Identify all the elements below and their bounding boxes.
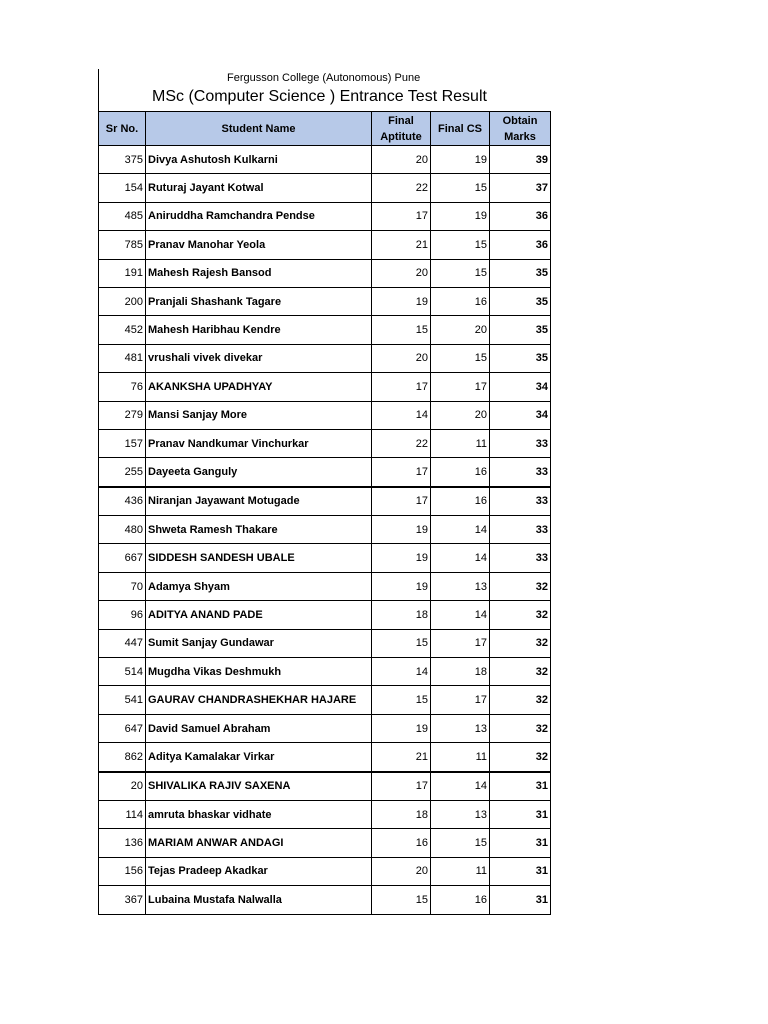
table-row [99,658,551,686]
cell-final-aptitude: 17 [372,458,431,487]
cell-sr-no: 96 [99,601,146,629]
cell-sr-no: 436 [99,487,146,516]
cell-final-aptitude: 15 [372,686,431,714]
table-row [99,686,551,714]
cell-obtain-marks: 33 [490,516,551,544]
cell-sr-no: 70 [99,572,146,600]
cell-student-name: Mahesh Haribhau Kendre [146,316,372,344]
cell-sr-no: 279 [99,401,146,429]
page-title: MSc (Computer Science ) Entrance Test Result [152,88,487,105]
cell-obtain-marks: 32 [490,629,551,657]
cell-final-aptitude: 22 [372,429,431,457]
cell-obtain-marks: 32 [490,743,551,772]
cell-obtain-marks: 35 [490,344,551,372]
cell-obtain-marks: 32 [490,658,551,686]
cell-student-name: vrushali vivek divekar [146,344,372,372]
cell-student-name: Mahesh Rajesh Bansod [146,259,372,287]
table-row [99,857,551,885]
cell-student-name: GAURAV CHANDRASHEKHAR HAJARE [146,686,372,714]
cell-final-cs: 15 [431,829,490,857]
cell-final-cs: 13 [431,800,490,828]
cell-final-cs: 14 [431,516,490,544]
cell-final-cs: 15 [431,231,490,259]
header-row [99,112,551,146]
cell-student-name: Mugdha Vikas Deshmukh [146,658,372,686]
cell-obtain-marks: 35 [490,316,551,344]
cell-final-aptitude: 16 [372,829,431,857]
column-header-marks: Obtain Marks [490,112,551,146]
cell-student-name: Mansi Sanjay More [146,401,372,429]
cell-final-cs: 13 [431,572,490,600]
table-row [99,429,551,457]
cell-sr-no: 255 [99,458,146,487]
cell-sr-no: 200 [99,287,146,315]
cell-obtain-marks: 32 [490,714,551,742]
cell-sr-no: 375 [99,146,146,174]
cell-sr-no: 156 [99,857,146,885]
cell-final-aptitude: 17 [372,772,431,801]
cell-obtain-marks: 36 [490,231,551,259]
cell-obtain-marks: 33 [490,544,551,572]
cell-obtain-marks: 31 [490,829,551,857]
cell-obtain-marks: 31 [490,772,551,801]
cell-final-cs: 16 [431,287,490,315]
table-row [99,146,551,174]
cell-student-name: Divya Ashutosh Kulkarni [146,146,372,174]
cell-final-cs: 11 [431,429,490,457]
cell-sr-no: 647 [99,714,146,742]
cell-sr-no: 541 [99,686,146,714]
cell-sr-no: 667 [99,544,146,572]
cell-final-aptitude: 20 [372,857,431,885]
cell-final-aptitude: 19 [372,516,431,544]
cell-student-name: Pranav Nandkumar Vinchurkar [146,429,372,457]
table-row [99,772,551,801]
cell-sr-no: 785 [99,231,146,259]
cell-final-aptitude: 17 [372,202,431,230]
cell-sr-no: 480 [99,516,146,544]
cell-sr-no: 154 [99,174,146,202]
cell-sr-no: 447 [99,629,146,657]
cell-obtain-marks: 39 [490,146,551,174]
cell-final-cs: 16 [431,886,490,914]
cell-sr-no: 514 [99,658,146,686]
cell-final-aptitude: 15 [372,886,431,914]
table-row [99,202,551,230]
cell-sr-no: 862 [99,743,146,772]
cell-student-name: Aniruddha Ramchandra Pendse [146,202,372,230]
cell-obtain-marks: 34 [490,373,551,401]
cell-final-aptitude: 22 [372,174,431,202]
cell-student-name: David Samuel Abraham [146,714,372,742]
cell-obtain-marks: 36 [490,202,551,230]
cell-final-cs: 17 [431,686,490,714]
results-table [98,111,551,915]
cell-final-aptitude: 14 [372,658,431,686]
cell-student-name: Adamya Shyam [146,572,372,600]
cell-student-name: ADITYA ANAND PADE [146,601,372,629]
cell-final-cs: 11 [431,743,490,772]
cell-final-aptitude: 15 [372,629,431,657]
table-row [99,714,551,742]
column-header-aptitude: Final Aptitute [372,112,431,146]
cell-final-cs: 19 [431,146,490,174]
cell-final-cs: 16 [431,487,490,516]
table-row [99,572,551,600]
cell-final-aptitude: 21 [372,231,431,259]
cell-sr-no: 485 [99,202,146,230]
cell-final-cs: 14 [431,772,490,801]
cell-final-cs: 15 [431,174,490,202]
cell-final-aptitude: 19 [372,287,431,315]
cell-student-name: Tejas Pradeep Akadkar [146,857,372,885]
table-row [99,458,551,487]
cell-obtain-marks: 31 [490,857,551,885]
cell-final-aptitude: 20 [372,259,431,287]
cell-student-name: Dayeeta Ganguly [146,458,372,487]
cell-sr-no: 191 [99,259,146,287]
cell-final-cs: 16 [431,458,490,487]
column-header-cs: Final CS [431,112,490,146]
cell-final-cs: 20 [431,316,490,344]
cell-student-name: MARIAM ANWAR ANDAGI [146,829,372,857]
cell-student-name: AKANKSHA UPADHYAY [146,373,372,401]
cell-sr-no: 76 [99,373,146,401]
cell-final-cs: 11 [431,857,490,885]
table-row [99,231,551,259]
table-row [99,344,551,372]
column-header-sr: Sr No. [99,112,146,146]
cell-obtain-marks: 32 [490,572,551,600]
cell-final-cs: 18 [431,658,490,686]
cell-sr-no: 136 [99,829,146,857]
cell-student-name: Lubaina Mustafa Nalwalla [146,886,372,914]
cell-final-cs: 15 [431,344,490,372]
cell-final-cs: 15 [431,259,490,287]
cell-obtain-marks: 32 [490,686,551,714]
table-row [99,401,551,429]
cell-final-aptitude: 14 [372,401,431,429]
table-row [99,487,551,516]
table-row [99,629,551,657]
cell-final-cs: 14 [431,544,490,572]
cell-sr-no: 481 [99,344,146,372]
table-row [99,544,551,572]
cell-final-aptitude: 17 [372,373,431,401]
cell-student-name: Shweta Ramesh Thakare [146,516,372,544]
cell-final-cs: 19 [431,202,490,230]
cell-sr-no: 157 [99,429,146,457]
cell-sr-no: 452 [99,316,146,344]
table-row [99,174,551,202]
cell-obtain-marks: 31 [490,800,551,828]
cell-obtain-marks: 33 [490,487,551,516]
cell-sr-no: 367 [99,886,146,914]
cell-obtain-marks: 32 [490,601,551,629]
cell-student-name: Pranjali Shashank Tagare [146,287,372,315]
cell-student-name: amruta bhaskar vidhate [146,800,372,828]
cell-final-aptitude: 19 [372,544,431,572]
cell-obtain-marks: 31 [490,886,551,914]
cell-sr-no: 20 [99,772,146,801]
cell-student-name: Aditya Kamalakar Virkar [146,743,372,772]
cell-student-name: SHIVALIKA RAJIV SAXENA [146,772,372,801]
cell-final-aptitude: 21 [372,743,431,772]
cell-final-aptitude: 20 [372,344,431,372]
cell-final-cs: 17 [431,629,490,657]
cell-obtain-marks: 37 [490,174,551,202]
cell-final-aptitude: 19 [372,572,431,600]
cell-final-cs: 20 [431,401,490,429]
table-row [99,886,551,914]
cell-final-aptitude: 18 [372,800,431,828]
cell-student-name: SIDDESH SANDESH UBALE [146,544,372,572]
cell-student-name: Sumit Sanjay Gundawar [146,629,372,657]
table-row [99,800,551,828]
table-row [99,516,551,544]
cell-final-cs: 13 [431,714,490,742]
cell-obtain-marks: 33 [490,458,551,487]
table-row [99,287,551,315]
cell-student-name: Niranjan Jayawant Motugade [146,487,372,516]
column-header-name: Student Name [146,112,372,146]
cell-obtain-marks: 33 [490,429,551,457]
sheet-left-border [98,69,99,112]
results-body [99,146,551,915]
college-name: Fergusson College (Autonomous) Pune [227,72,421,84]
cell-final-cs: 17 [431,373,490,401]
cell-obtain-marks: 35 [490,259,551,287]
cell-obtain-marks: 35 [490,287,551,315]
cell-final-aptitude: 17 [372,487,431,516]
cell-final-aptitude: 15 [372,316,431,344]
cell-student-name: Pranav Manohar Yeola [146,231,372,259]
table-row [99,601,551,629]
table-row [99,259,551,287]
cell-obtain-marks: 34 [490,401,551,429]
cell-final-aptitude: 19 [372,714,431,742]
table-row [99,743,551,772]
cell-sr-no: 114 [99,800,146,828]
cell-final-aptitude: 20 [372,146,431,174]
cell-final-cs: 14 [431,601,490,629]
cell-student-name: Ruturaj Jayant Kotwal [146,174,372,202]
table-row [99,316,551,344]
table-row [99,829,551,857]
table-row [99,373,551,401]
cell-final-aptitude: 18 [372,601,431,629]
